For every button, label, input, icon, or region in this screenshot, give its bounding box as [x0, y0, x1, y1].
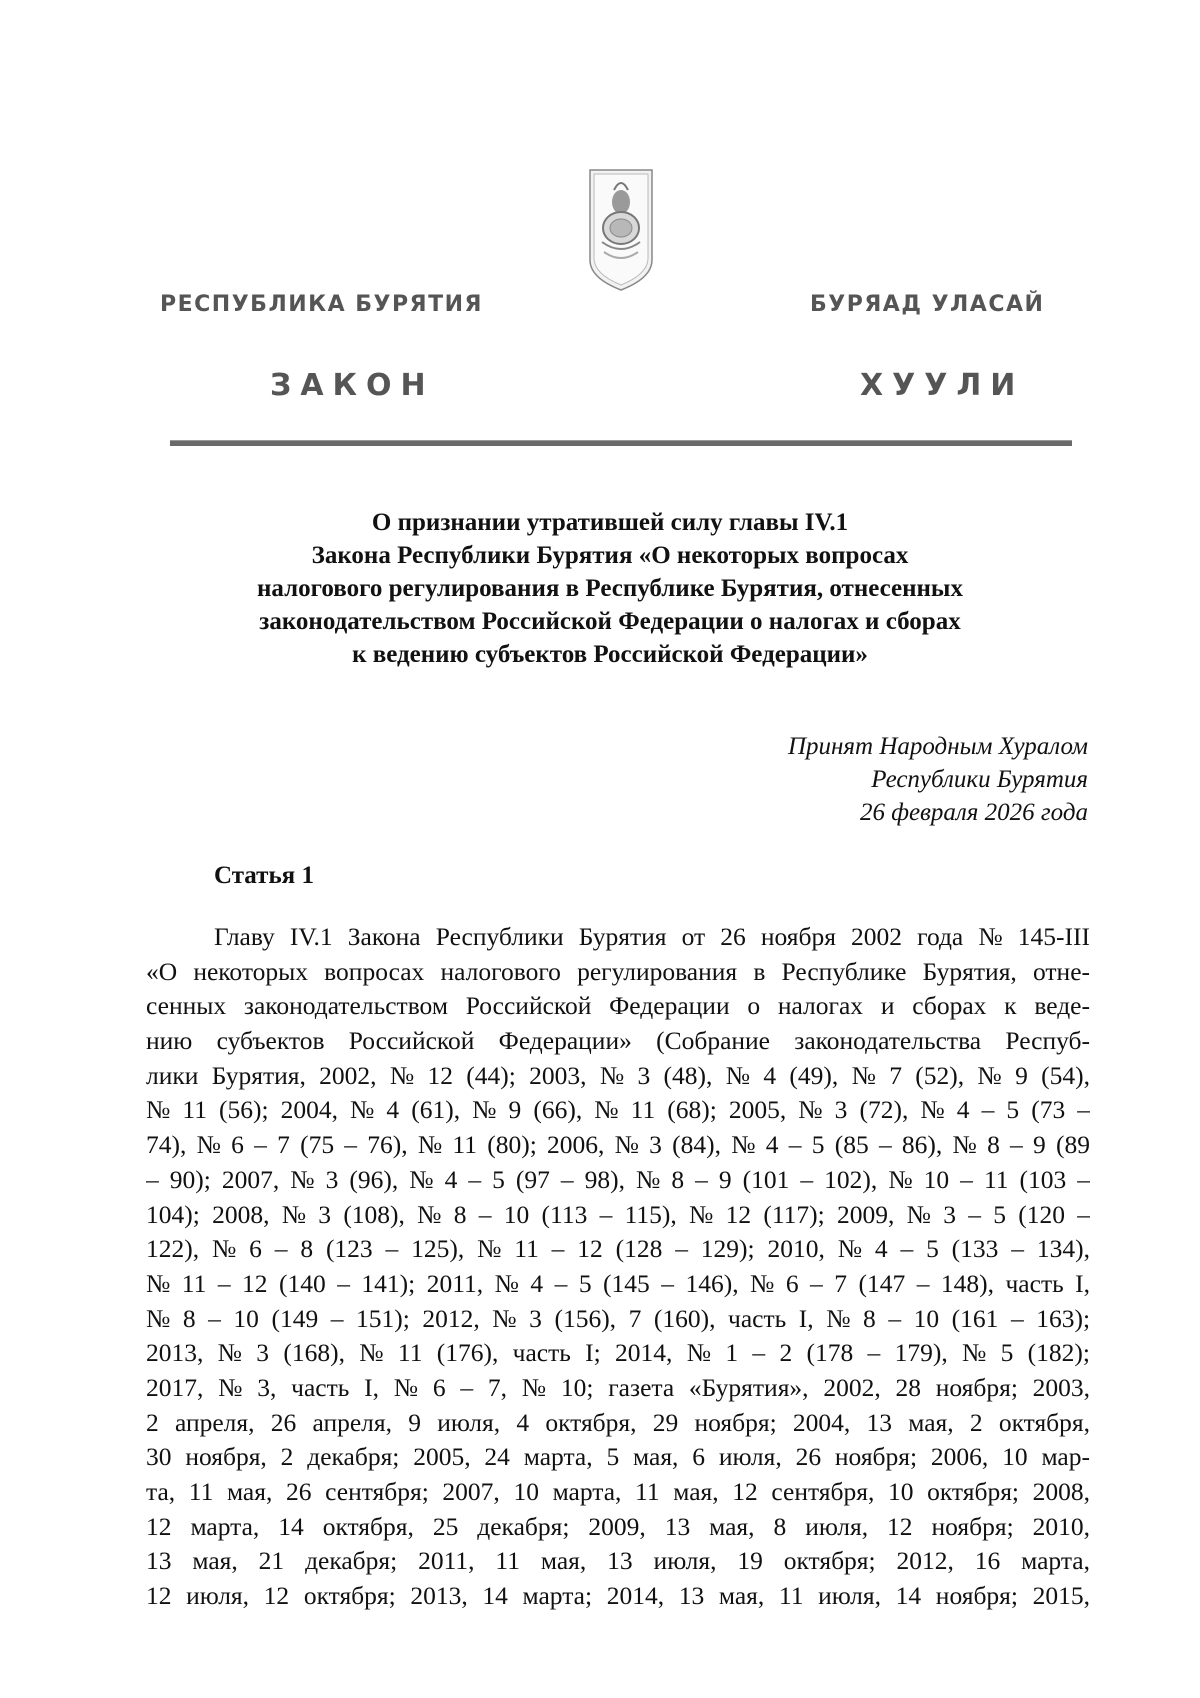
law-title — [160, 506, 1060, 671]
republic-name-russian: РЕСПУБЛИКА БУРЯТИЯ — [160, 292, 483, 317]
body-line: Главу IV.1 Закона Республики Бурятия от 26 ноября 2002 года № 145-III — [214, 922, 1090, 951]
body-line: 2013, № 3 (168), № 11 (176), часть I; 2014, № 1 – 2 (178 – 179), № 5 (182); — [146, 1338, 1090, 1368]
body-line: № 8 – 10 (149 – 151); 2012, № 3 (156), 7 (160), часть I, № 8 – 10 (161 – 163); — [146, 1303, 1090, 1333]
body-line: та, 11 мая, 26 сентября; 2007, 10 марта, 11 мая, 12 сентября, 10 октября; 2008, — [146, 1477, 1090, 1506]
title-line: к ведению субъектов Российской Федерации» — [352, 641, 868, 668]
law-label-buryat: ХУУЛИ — [860, 368, 1025, 403]
body-line: 12 июля, 12 октября; 2013, 14 марта; 2014, 13 мая, 11 июля, 14 ноября; 2015, — [146, 1581, 1090, 1611]
body-line: № 11 (56); 2004, № 4 (61), № 9 (66), № 11 (68); 2005, № 3 (72), № 4 – 5 (73 – — [146, 1095, 1090, 1125]
coat-of-arms-emblem — [588, 168, 654, 292]
adoption-line: Принят Народным Хуралом — [787, 733, 1088, 760]
adoption-note — [640, 730, 1088, 829]
body-line: № 11 – 12 (140 – 141); 2011, № 4 – 5 (145 – 146), № 6 – 7 (147 – 148), часть I, — [146, 1268, 1090, 1298]
body-line: 12 марта, 14 октября, 25 декабря; 2009, 13 мая, 8 июля, 12 ноября; 2010, — [146, 1511, 1090, 1541]
body-line: 104); 2008, № 3 (108), № 8 – 10 (113 – 115), № 12 (117); 2009, № 3 – 5 (120 – — [146, 1199, 1090, 1229]
body-line: 30 ноября, 2 декабря; 2005, 24 марта, 5 мая, 6 июля, 26 ноября; 2006, 10 мар- — [146, 1442, 1090, 1472]
body-line: 2 апреля, 26 апреля, 9 июля, 4 октября, 29 ноября; 2004, 13 мая, 2 октября, — [146, 1407, 1090, 1437]
body-line: 122), № 6 – 8 (123 – 125), № 11 – 12 (128 – 129); 2010, № 4 – 5 (133 – 134), — [146, 1234, 1090, 1264]
law-label-russian: ЗАКОН — [270, 368, 435, 403]
article-heading: Статья 1 — [214, 862, 314, 889]
header-divider — [170, 440, 1072, 446]
title-line: законодательством Российской Федерации о налогах и сборах — [259, 608, 961, 635]
title-line: налогового регулирования в Республике Бурятия, отнесенных — [257, 575, 963, 602]
body-line: – 90); 2007, № 3 (96), № 4 – 5 (97 – 98), № 8 – 9 (101 – 102), № 10 – 11 (103 – — [146, 1164, 1090, 1194]
body-line: «О некоторых вопросах налогового регулирования в Республике Бурятия, отне- — [146, 956, 1090, 986]
republic-name-buryat: БУРЯАД УЛАСАЙ — [810, 292, 1045, 317]
title-line: О признании утратившей силу главы IV.1 — [371, 509, 849, 536]
body-line: 2017, № 3, часть I, № 6 – 7, № 10; газета «Бурятия», 2002, 28 ноября; 2003, — [146, 1372, 1090, 1402]
body-line: 13 мая, 21 декабря; 2011, 11 мая, 13 июля, 19 октября; 2012, 16 марта, — [146, 1546, 1090, 1576]
article-body — [146, 920, 1090, 1614]
body-line: 74), № 6 – 7 (75 – 76), № 11 (80); 2006, № 3 (84), № 4 – 5 (85 – 86), № 8 – 9 (89 — [146, 1130, 1090, 1160]
body-line: лики Бурятия, 2002, № 12 (44); 2003, № 3 (48), № 4 (49), № 7 (52), № 9 (54), — [146, 1060, 1090, 1090]
adoption-date: 26 февраля 2026 года — [859, 799, 1088, 826]
adoption-line: Республики Бурятия — [871, 766, 1088, 793]
body-line: нию субъектов Российской Федерации» (Собрание законодательства Респуб- — [146, 1026, 1090, 1056]
body-line: сенных законодательством Российской Федерации о налогах и сборах к веде- — [146, 991, 1090, 1021]
title-line: Закона Республики Бурятия «О некоторых вопросах — [311, 542, 909, 569]
